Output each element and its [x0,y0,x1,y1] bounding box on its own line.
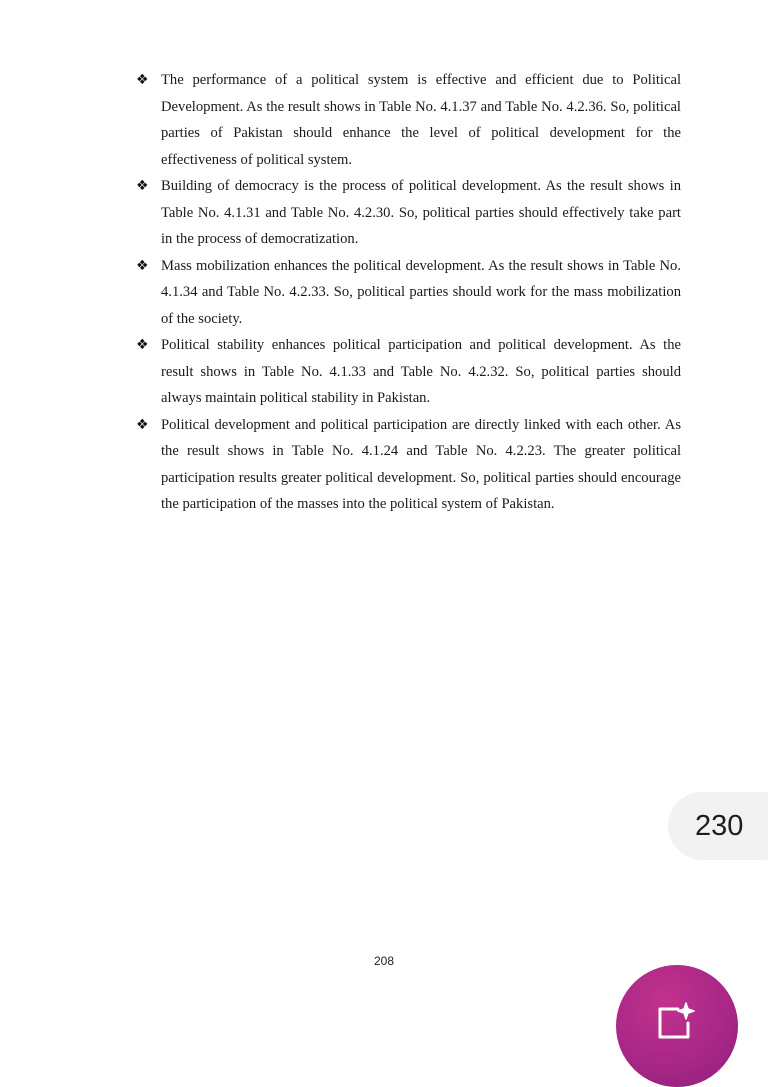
list-item-text: Political development and political participation are directly linked with each other. As the result shows in Table No. 4.1.24 and Table No. 4.2.23. The greater political participation results greater political development. So, political parties should encourage the participation of the masses into the political system of Pakistan. [161,416,681,512]
page-number: 208 [373,954,395,968]
list-item [136,332,681,412]
diamond-bullet-icon: ❖ [136,416,149,433]
page-counter-badge[interactable]: 230 [668,792,768,860]
diamond-bullet-icon: ❖ [136,337,149,353]
list-item [136,173,681,253]
list-item [136,412,681,518]
list-item-text: The performance of a political system is effective and efficient due to Political Development. As the result shows in Table No. 4.1.37 and Table No. 4.2.36. So, political parties of Pakistan should enhance the level of political development for the effectiveness of political system. [161,72,681,168]
diamond-bullet-icon: ❖ [136,257,149,274]
list-item-text: Political stability enhances political participation and political development. As the result shows in Table No. 4.1.33 and Table No. 4.2.32. So, political parties should always maintain political stability in Pakistan. [161,337,681,406]
list-item [136,253,681,333]
list-item-text: Building of democracy is the process of political development. As the result shows in Table No. 4.1.31 and Table No. 4.2.30. So, political parties should effectively take part in the process of democratization. [161,178,681,247]
list-item-text: Mass mobilization enhances the political development. As the result shows in Table No. 4.1.34 and Table No. 4.2.33. So, political parties should work for the mass mobilization of the society. [161,257,681,327]
diamond-bullet-icon: ❖ [136,72,149,88]
ai-edit-button[interactable] [616,965,738,1087]
recommendations-list [136,67,681,518]
sparkle-edit-icon [654,1001,698,1041]
diamond-bullet-icon: ❖ [136,178,149,194]
list-item [136,67,681,173]
